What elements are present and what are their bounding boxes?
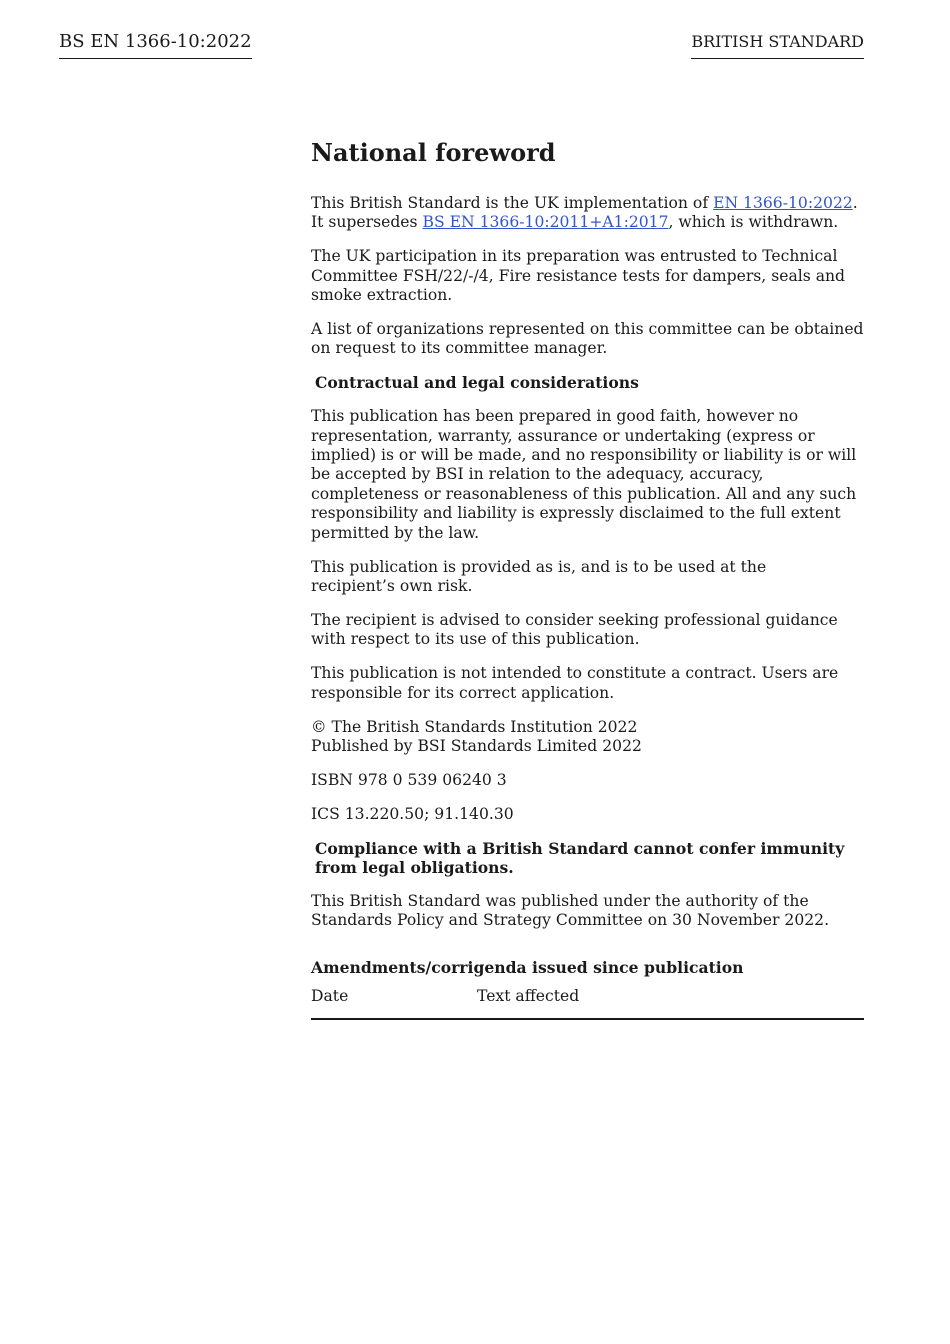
p1-text-end: , which is withdrawn.: [668, 213, 839, 232]
amendments-title: Amendments/corrigenda issued since publication: [311, 957, 744, 977]
committee-paragraph: The UK participation in its preparation was entrusted to Technical Committee FSH/22/-/4, Fire resistance tests for dampers, seals and smoke extraction.: [311, 247, 846, 305]
p1-text-mid: . It supersedes: [311, 194, 858, 232]
amendments-text-header: Text affected: [477, 987, 580, 1006]
foreword-content: [311, 138, 864, 1020]
legal-heading: Contractual and legal considerations: [315, 373, 639, 393]
publisher-line: Published by BSI Standards Limited 2022: [311, 736, 642, 755]
superseded-standard-link[interactable]: BS EN 1366-10:2011+A1:2017: [422, 213, 669, 232]
own-risk-line-2: recipient’s own risk.: [311, 577, 473, 595]
copyright-block: [311, 718, 864, 757]
document-id: BS EN 1366-10:2022: [59, 30, 252, 59]
good-faith-paragraph: This publication has been prepared in good faith, however no representation, warranty, assurance or undertaking (express or implied) is or will be made, and no responsibility or liability is or will be accepted by BSI in relation to the adequacy, accuracy, completeness or reasonableness of this publication. All and any such responsibility and liability is expressly disclaimed to the full extent permitted by the law.: [311, 407, 857, 542]
guidance-paragraph: The recipient is advised to consider seeking professional guidance with respect to its use of this publication.: [311, 610, 838, 649]
compliance-statement: Compliance with a British Standard cannot confer immunity from legal obligations.: [315, 838, 845, 878]
authority-paragraph: This British Standard was published under the authority of the Standards Policy and Strategy Committee on 30 November 2022.: [311, 891, 830, 930]
own-risk-paragraph: [311, 558, 864, 597]
series-label: BRITISH STANDARD: [691, 31, 864, 59]
amendments-table: [311, 987, 864, 1019]
isbn: ISBN 978 0 539 06240 3: [311, 770, 507, 789]
organizations-paragraph: A list of organizations represented on this committee can be obtained on request to its committee manager.: [311, 320, 864, 358]
p1-text-start: This British Standard is the UK implementation of: [311, 194, 714, 212]
own-risk-line-1: This publication is provided as is, and is to be used at the: [311, 557, 767, 576]
ics: ICS 13.220.50; 91.140.30: [311, 804, 514, 823]
contract-paragraph: This publication is not intended to constitute a contract. Users are responsible for its correct application.: [311, 664, 839, 702]
page-title: National foreword: [311, 138, 556, 167]
en-standard-link[interactable]: EN 1366-10:2022: [713, 194, 853, 212]
implementation-paragraph: [311, 194, 864, 233]
copyright-line: © The British Standards Institution 2022: [311, 717, 638, 736]
amendments-date-header: Date: [311, 987, 349, 1006]
